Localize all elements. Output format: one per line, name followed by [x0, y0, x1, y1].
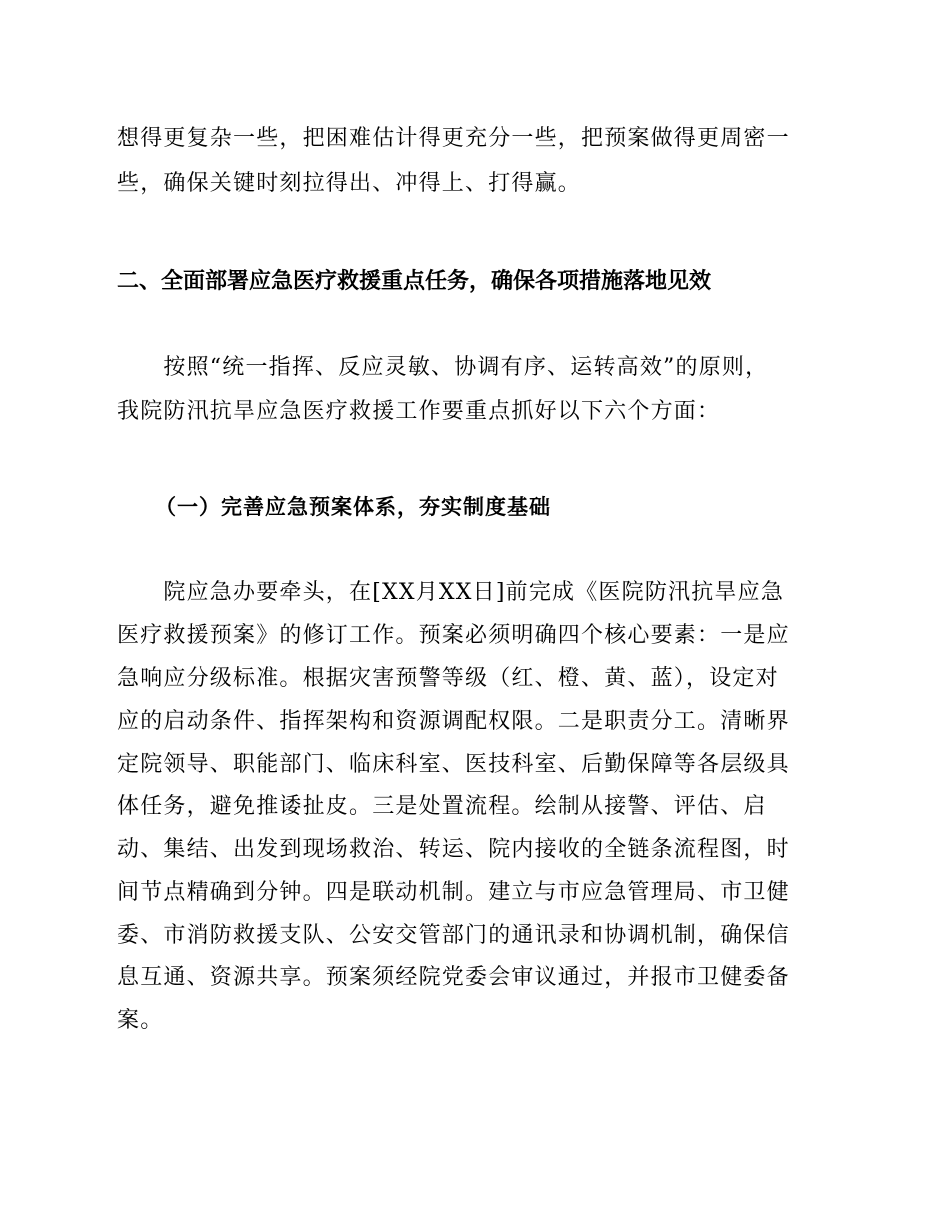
continuation-line-2: 些，确保关键时刻拉得出、冲得上、打得赢。	[117, 171, 582, 196]
continuation-line-1: 想得更复杂一些，把困难估计得更充分一些，把预案做得更周密一	[117, 126, 790, 151]
body-line-10: 息互通、资源共享。预案须经院党委会审议通过，并报市卫健委备	[117, 965, 790, 990]
section-heading: 二、全面部署应急医疗救援重点任务，确保各项措施落地见效	[117, 269, 712, 294]
intro-line-2: 我院防汛抗旱应急医疗救援工作要重点抓好以下六个方面：	[117, 399, 721, 424]
body-line-11: 案。	[117, 1008, 164, 1033]
body-line-7: 动、集结、出发到现场救治、转运、院内接收的全链条流程图，时	[117, 837, 790, 862]
body-line-8: 间节点精确到分钟。四是联动机制。建立与市应急管理局、市卫健	[117, 880, 790, 905]
body-line-2: 医疗救援预案》的修订工作。预案必须明确四个核心要素：一是应	[117, 623, 790, 648]
intro-line-1: 按照“统一指挥、反应灵敏、协调有序、运转高效”的原则，	[117, 355, 769, 380]
body-line-9: 委、市消防救援支队、公安交管部门的通讯录和协调机制，确保信	[117, 923, 790, 948]
body-line-6: 体任务，避免推诿扯皮。三是处置流程。绘制从接警、评估、启	[117, 794, 767, 819]
body-line-3: 急响应分级标准。根据灾害预警等级（红、橙、黄、蓝），设定对	[117, 666, 779, 691]
body-line-4: 应的启动条件、指挥架构和资源调配权限。二是职责分工。清晰界	[117, 709, 790, 734]
subsection-heading: （一）完善应急预案体系，夯实制度基础	[155, 494, 551, 519]
body-line-5: 定院领导、职能部门、临床科室、医技科室、后勤保障等各层级具	[117, 752, 790, 777]
body-line-1: 院应急办要牵头，在[XX月XX日]前完成《医院防汛抗旱应急	[117, 580, 785, 605]
